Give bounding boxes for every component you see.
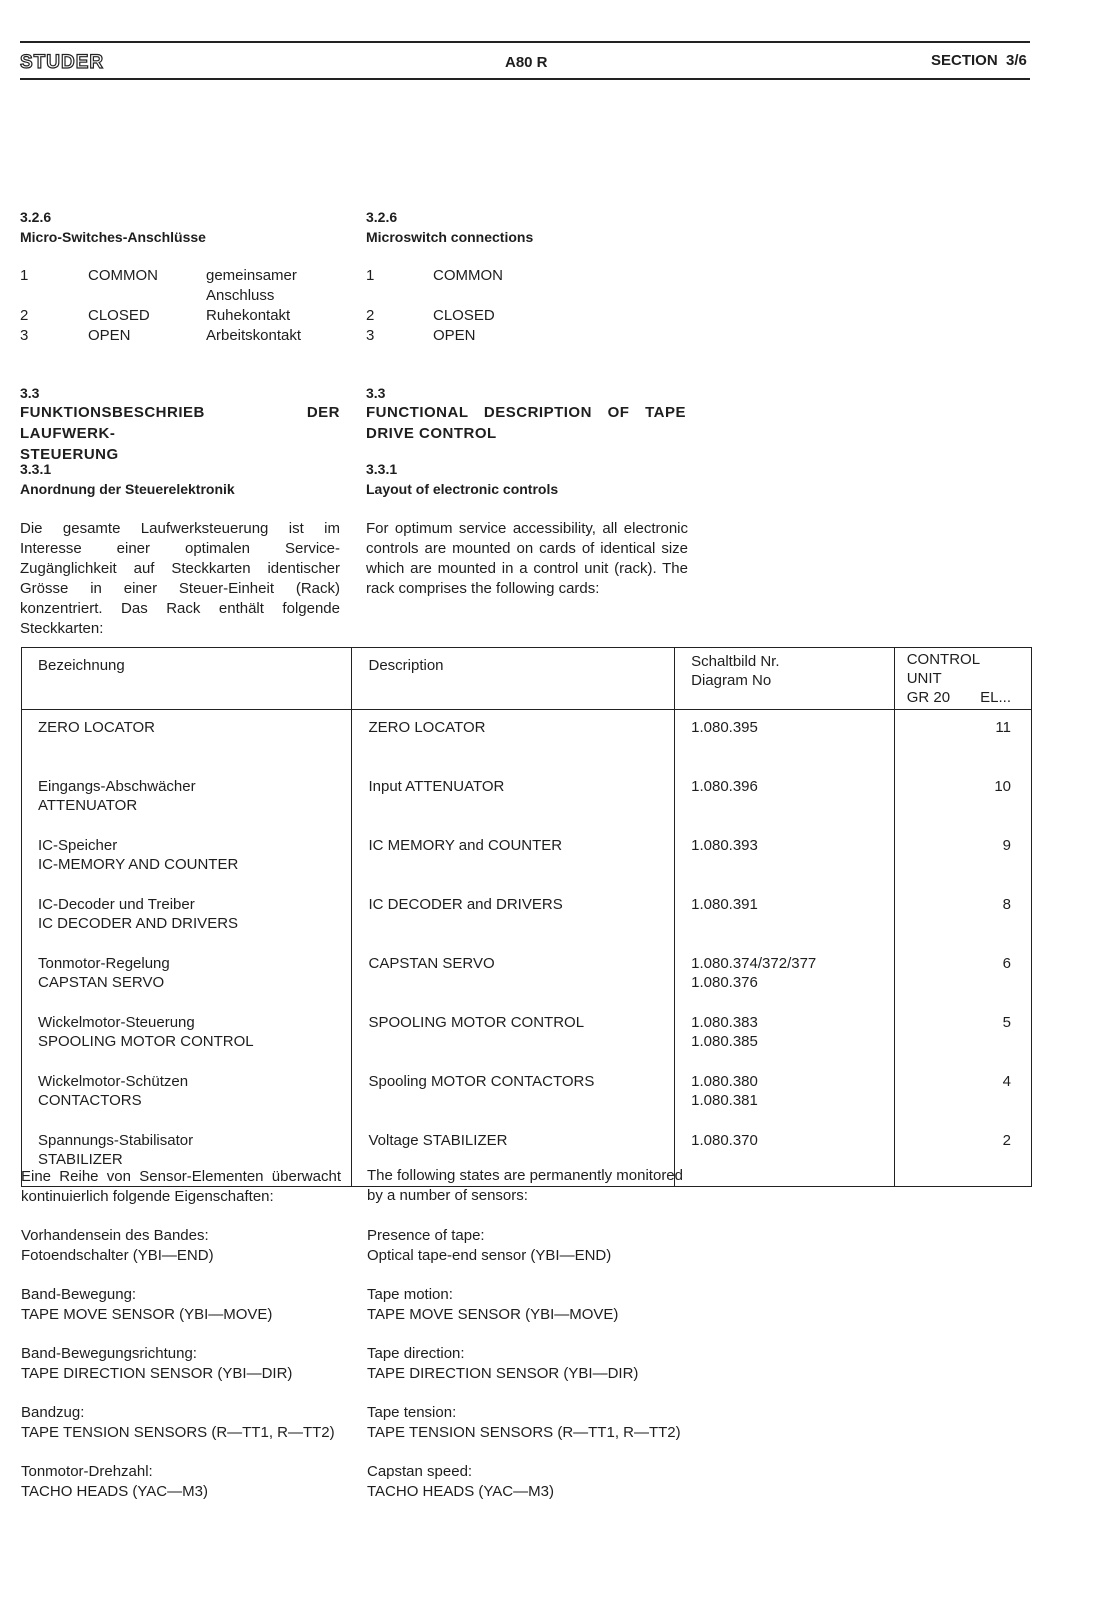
section-label: SECTION 3/6 — [931, 52, 1027, 69]
sensor-item-de: Vorhandensein des Bandes: Fotoendschalter (YBI—END) — [21, 1227, 214, 1264]
card-description: CAPSTAN SERVO — [352, 950, 675, 1009]
card-name-de: IC-Decoder und Treiber IC DECODER AND DRIVERS — [22, 891, 352, 950]
pin-list-de — [20, 266, 340, 346]
card-description: SPOOLING MOTOR CONTROL — [352, 1009, 675, 1068]
card-name-de: Wickelmotor-Schützen CONTACTORS — [22, 1068, 352, 1127]
pin-row: 2 CLOSED Ruhekontakt — [20, 307, 291, 324]
card-name-de: Spannungs-Stabilisator STABILIZER — [22, 1127, 352, 1187]
card-name-de: Tonmotor-Regelung CAPSTAN SERVO — [22, 950, 352, 1009]
card-diagram: 1.080.396 — [675, 773, 895, 832]
card-slot: 6 — [894, 950, 1031, 1009]
pin-row: 2 CLOSED — [366, 307, 495, 324]
card-slot: 8 — [894, 891, 1031, 950]
sensor-item-en: Capstan speed: TACHO HEADS (YAC—M3) — [367, 1463, 554, 1500]
cards-table — [21, 647, 1032, 1187]
layout-title-de: Anordnung der Steuerelektronik — [20, 481, 235, 497]
sensor-item-en: Tape direction: TAPE DIRECTION SENSOR (YBI—DIR) — [367, 1345, 639, 1382]
card-description: Input ATTENUATOR — [352, 773, 675, 832]
sensor-item-de: Band-Bewegungsrichtung: TAPE DIRECTION SENSOR (YBI—DIR) — [21, 1345, 293, 1382]
header-control-unit: CONTROL UNIT GR 20 EL... — [894, 648, 1031, 710]
sensor-item-de: Tonmotor-Drehzahl: TACHO HEADS (YAC—M3) — [21, 1463, 208, 1500]
sensors-intro-de: Eine Reihe von Sensor-Elementen überwacht kontinuierlich folgende Eigenschaften: — [21, 1168, 341, 1205]
card-name-de: ZERO LOCATOR — [22, 710, 352, 774]
section-title-de: Micro-Switches-Anschlüsse — [20, 229, 206, 245]
card-slot: 5 — [894, 1009, 1031, 1068]
layout-text-de: Die gesamte Laufwerksteuerung ist im Interesse einer optimalen Service-Zugänglichkeit auf Steckkarten identischer Grösse in einer Steuer-Einheit (Rack) konzentriert. Das Rack enthält folgende Steckkarten: — [20, 520, 340, 637]
section-title-en: Microswitch connections — [366, 229, 534, 245]
table-row — [22, 950, 1032, 1009]
card-name-de: IC-Speicher IC-MEMORY AND COUNTER — [22, 832, 352, 891]
section-number-de: 3.2.6 — [20, 209, 52, 225]
functional-number-en: 3.3 — [366, 385, 386, 401]
card-slot: 11 — [894, 710, 1031, 774]
card-description: IC DECODER and DRIVERS — [352, 891, 675, 950]
card-slot: 9 — [894, 832, 1031, 891]
sensor-item-en: Tape tension: TAPE TENSION SENSORS (R—TT1, R—TT2) — [367, 1404, 681, 1441]
table-row — [22, 891, 1032, 950]
card-description: Voltage STABILIZER — [352, 1127, 675, 1187]
card-name-de: Wickelmotor-Steuerung SPOOLING MOTOR CONTROL — [22, 1009, 352, 1068]
layout-title-en: Layout of electronic controls — [366, 481, 559, 497]
table-row — [22, 1009, 1032, 1068]
card-name-de: Eingangs-Abschwächer ATTENUATOR — [22, 773, 352, 832]
table-row — [22, 773, 1032, 832]
pin-row: 3 OPEN Arbeitskontakt — [20, 327, 302, 344]
functional-title-de: FUNKTIONSBESCHRIEB DER LAUFWERK- STEUERUNG — [20, 404, 340, 463]
pin-row: 1 COMMON gemeinsamer Anschluss — [20, 267, 297, 304]
functional-title-en: FUNCTIONAL DESCRIPTION OF TAPE DRIVE CONTROL — [366, 404, 686, 442]
card-slot: 10 — [894, 773, 1031, 832]
card-slot: 2 — [894, 1127, 1031, 1187]
studer-logo: STUDER — [20, 52, 105, 73]
card-description: IC MEMORY and COUNTER — [352, 832, 675, 891]
pin-row: 1 COMMON — [366, 267, 503, 284]
model-label: A80 R — [505, 54, 548, 71]
header-bottom-rule — [20, 78, 1030, 80]
header-top-rule — [20, 41, 1030, 43]
table-row — [22, 1068, 1032, 1127]
section-number-en: 3.2.6 — [366, 209, 398, 225]
layout-number-en: 3.3.1 — [366, 461, 398, 477]
table-row — [22, 832, 1032, 891]
sensor-item-de: Band-Bewegung: TAPE MOVE SENSOR (YBI—MOVE) — [21, 1286, 273, 1323]
table-header-row — [22, 648, 1032, 710]
layout-number-de: 3.3.1 — [20, 461, 52, 477]
sensor-item-en: Presence of tape: Optical tape-end sensor (YBI—END) — [367, 1227, 612, 1264]
header-bezeichnung: Bezeichnung — [22, 648, 352, 710]
card-diagram: 1.080.395 — [675, 710, 895, 774]
sensor-item-en: Tape motion: TAPE MOVE SENSOR (YBI—MOVE) — [367, 1286, 619, 1323]
card-diagram: 1.080.374/372/377 1.080.376 — [675, 950, 895, 1009]
header-diagram: Schaltbild Nr. Diagram No — [675, 648, 895, 710]
card-description: ZERO LOCATOR — [352, 710, 675, 774]
card-diagram: 1.080.383 1.080.385 — [675, 1009, 895, 1068]
card-slot: 4 — [894, 1068, 1031, 1127]
header-description: Description — [352, 648, 675, 710]
card-diagram: 1.080.393 — [675, 832, 895, 891]
card-diagram: 1.080.391 — [675, 891, 895, 950]
pin-row: 3 OPEN — [366, 327, 476, 344]
sensor-item-de: Bandzug: TAPE TENSION SENSORS (R—TT1, R—TT2) — [21, 1404, 335, 1441]
layout-text-en: For optimum service accessibility, all electronic controls are mounted on cards of identical size which are mounted in a control unit (rack). The rack comprises the following cards: — [366, 520, 688, 597]
pin-list-en — [366, 266, 686, 346]
card-description: Spooling MOTOR CONTACTORS — [352, 1068, 675, 1127]
sensors-intro-en: The following states are permanently monitored by a number of sensors: — [367, 1167, 683, 1204]
card-diagram: 1.080.370 — [675, 1127, 895, 1187]
table-row — [22, 710, 1032, 774]
card-diagram: 1.080.380 1.080.381 — [675, 1068, 895, 1127]
functional-number-de: 3.3 — [20, 385, 40, 401]
